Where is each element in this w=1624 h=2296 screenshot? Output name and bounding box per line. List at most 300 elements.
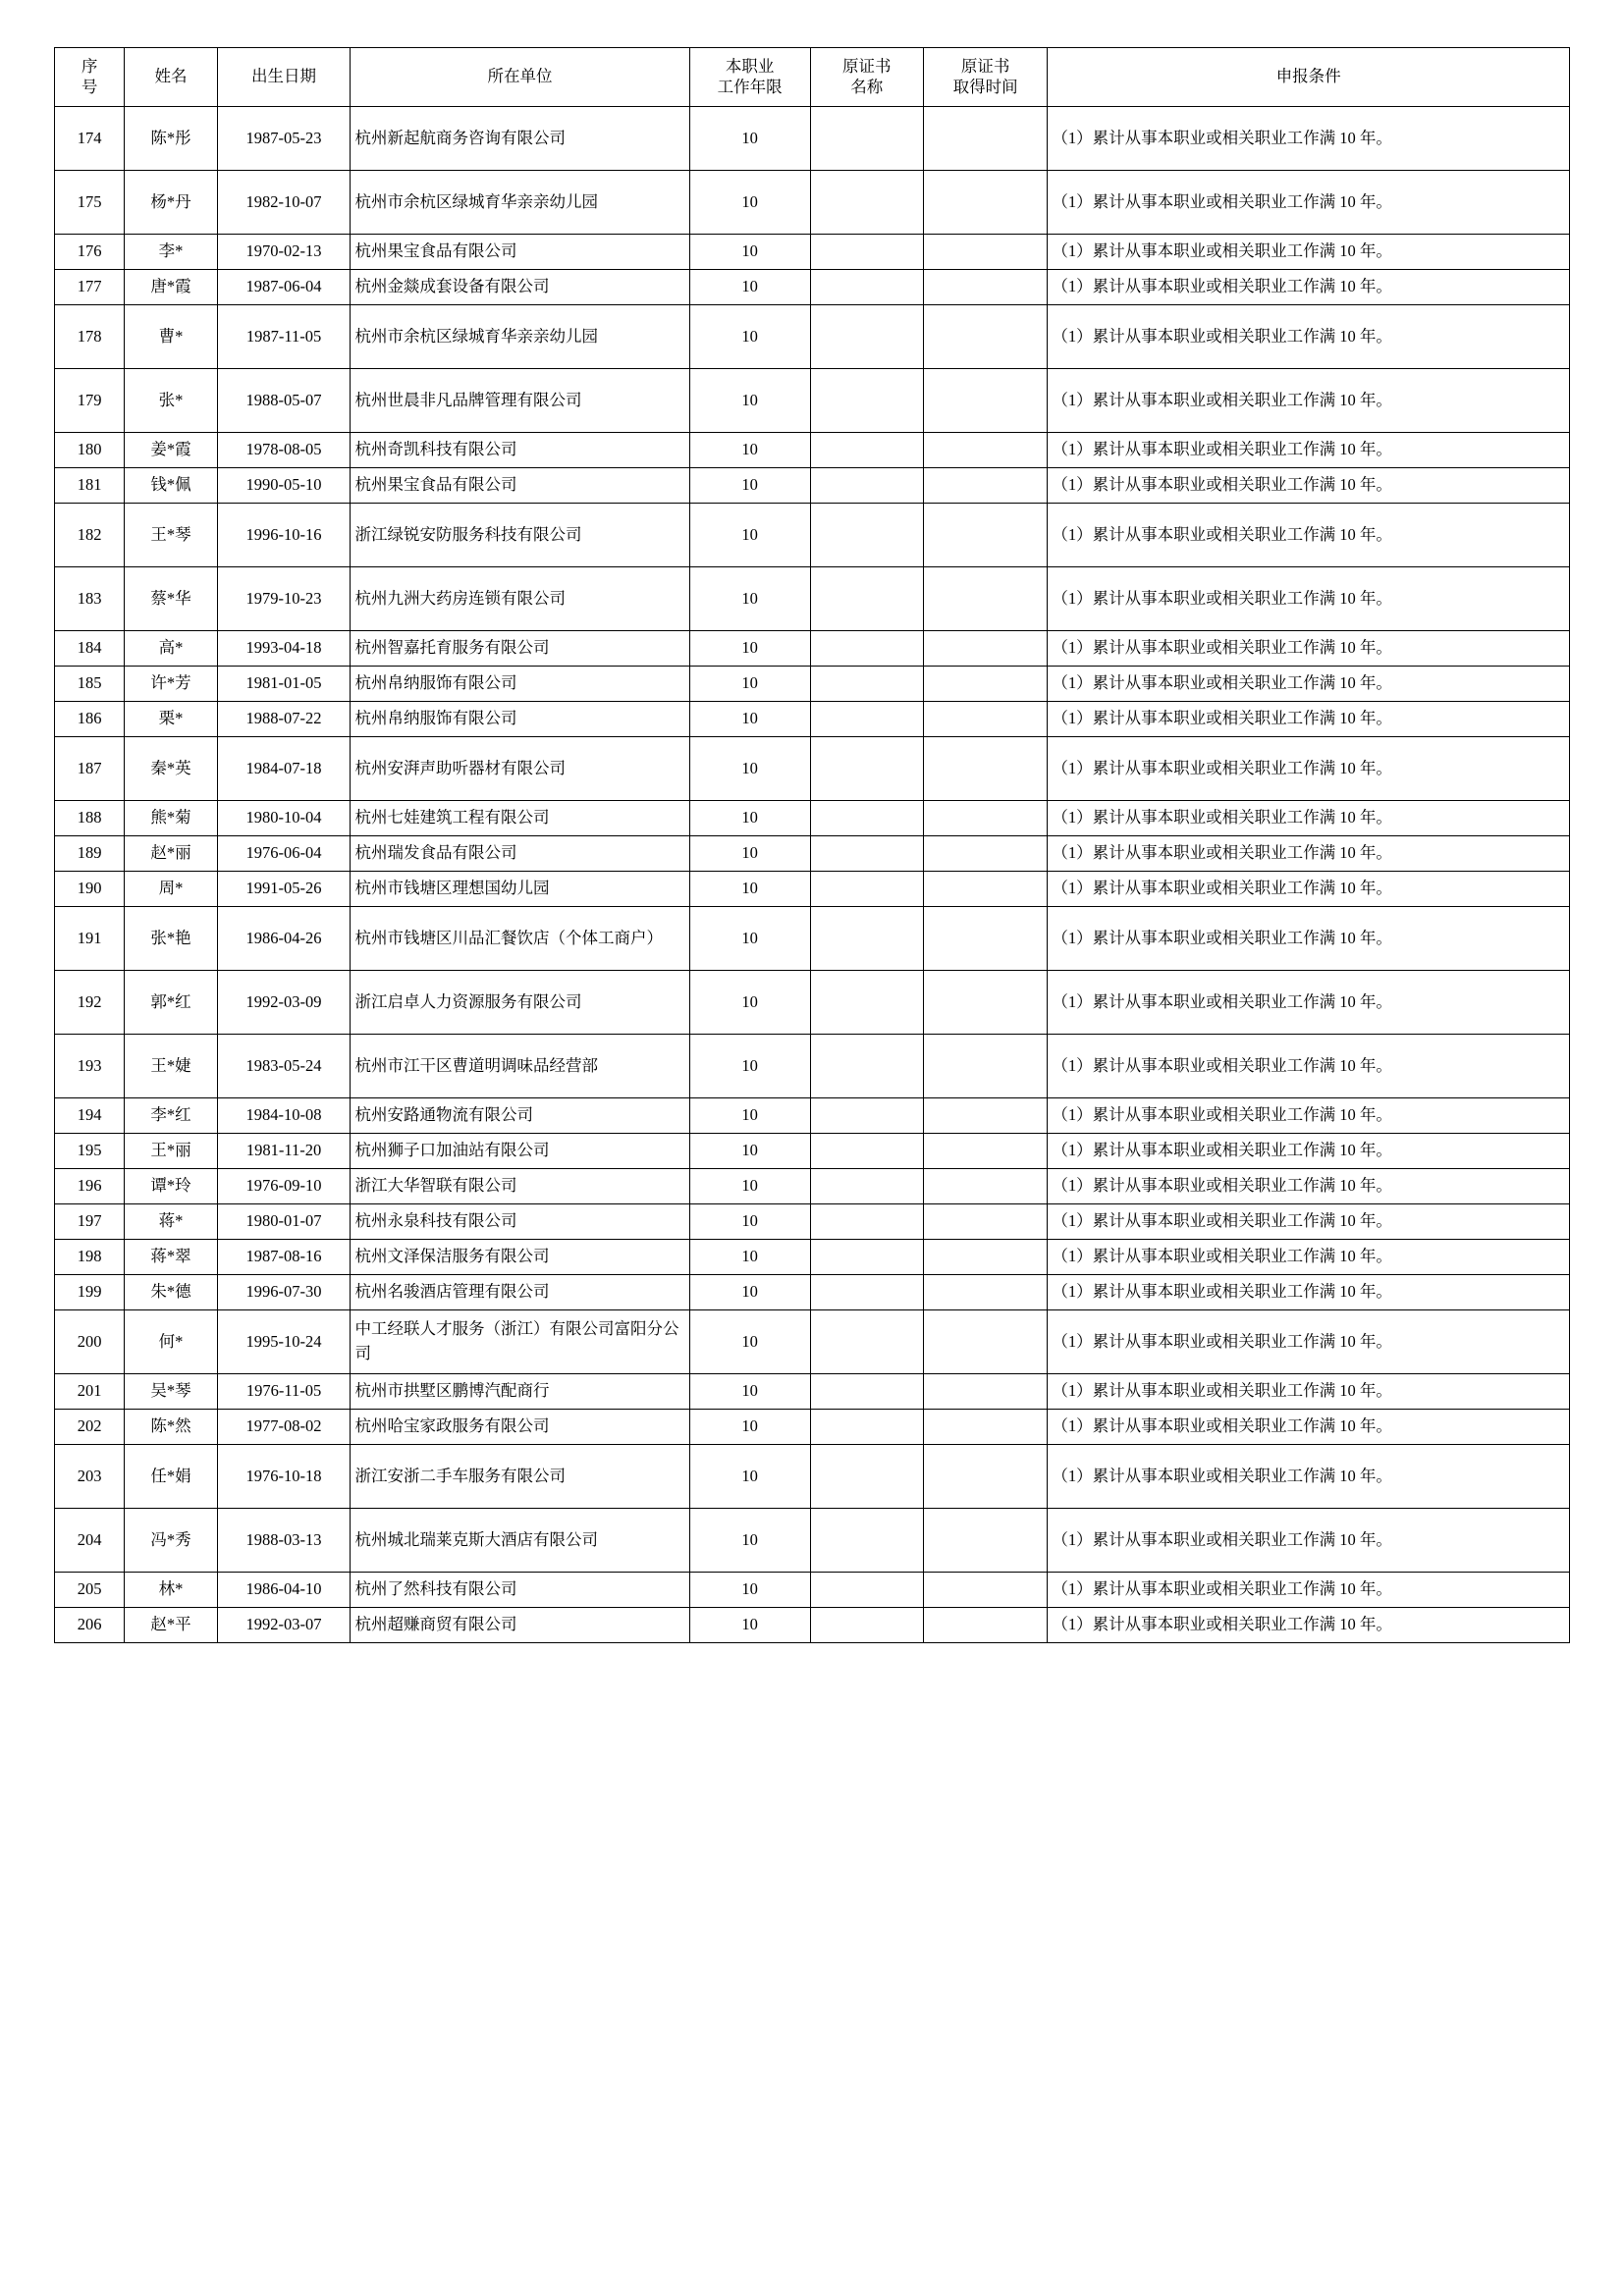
cell-condition: （1）累计从事本职业或相关职业工作满 10 年。 bbox=[1048, 666, 1570, 701]
cell-unit: 杭州安湃声助听器材有限公司 bbox=[351, 736, 689, 800]
cell-work-years: 10 bbox=[689, 1203, 810, 1239]
cell-seq: 178 bbox=[55, 304, 125, 368]
table-row bbox=[55, 1034, 1570, 1097]
cell-work-years: 10 bbox=[689, 1239, 810, 1274]
cell-birth-date: 1996-07-30 bbox=[217, 1274, 351, 1309]
cell-cert-date bbox=[923, 1572, 1048, 1607]
cell-seq: 176 bbox=[55, 234, 125, 269]
cell-birth-date: 1990-05-10 bbox=[217, 467, 351, 503]
table-row bbox=[55, 1239, 1570, 1274]
cell-work-years: 10 bbox=[689, 871, 810, 906]
cell-seq: 204 bbox=[55, 1508, 125, 1572]
cell-work-years: 10 bbox=[689, 800, 810, 835]
cell-name: 何* bbox=[125, 1309, 217, 1373]
cell-name: 赵*平 bbox=[125, 1607, 217, 1642]
cell-birth-date: 1987-05-23 bbox=[217, 106, 351, 170]
cell-name: 姜*霞 bbox=[125, 432, 217, 467]
cell-unit: 杭州帛纳服饰有限公司 bbox=[351, 701, 689, 736]
cell-work-years: 10 bbox=[689, 234, 810, 269]
cell-condition: （1）累计从事本职业或相关职业工作满 10 年。 bbox=[1048, 906, 1570, 970]
table-row bbox=[55, 1444, 1570, 1508]
cell-cert-date bbox=[923, 871, 1048, 906]
cell-unit: 杭州市余杭区绿城育华亲亲幼儿园 bbox=[351, 170, 689, 234]
cell-condition: （1）累计从事本职业或相关职业工作满 10 年。 bbox=[1048, 1444, 1570, 1508]
cell-cert-date bbox=[923, 1444, 1048, 1508]
cell-birth-date: 1993-04-18 bbox=[217, 630, 351, 666]
column-header-cert-date bbox=[923, 48, 1048, 107]
cell-condition: （1）累计从事本职业或相关职业工作满 10 年。 bbox=[1048, 1274, 1570, 1309]
cell-name: 唐*霞 bbox=[125, 269, 217, 304]
cell-birth-date: 1980-10-04 bbox=[217, 800, 351, 835]
cell-condition: （1）累计从事本职业或相关职业工作满 10 年。 bbox=[1048, 736, 1570, 800]
cell-work-years: 10 bbox=[689, 106, 810, 170]
cell-condition: （1）累计从事本职业或相关职业工作满 10 年。 bbox=[1048, 106, 1570, 170]
table-row bbox=[55, 630, 1570, 666]
cell-cert-date bbox=[923, 467, 1048, 503]
cell-birth-date: 1996-10-16 bbox=[217, 503, 351, 566]
cell-cert-name bbox=[810, 503, 923, 566]
cell-condition: （1）累计从事本职业或相关职业工作满 10 年。 bbox=[1048, 1239, 1570, 1274]
cell-unit: 杭州市江干区曹道明调味品经营部 bbox=[351, 1034, 689, 1097]
cell-name: 任*娟 bbox=[125, 1444, 217, 1508]
table-row bbox=[55, 467, 1570, 503]
cell-cert-date bbox=[923, 666, 1048, 701]
cell-seq: 202 bbox=[55, 1409, 125, 1444]
cell-unit: 杭州瑞发食品有限公司 bbox=[351, 835, 689, 871]
cell-birth-date: 1976-10-18 bbox=[217, 1444, 351, 1508]
cell-condition: （1）累计从事本职业或相关职业工作满 10 年。 bbox=[1048, 1133, 1570, 1168]
cell-cert-name bbox=[810, 1572, 923, 1607]
cell-cert-name bbox=[810, 835, 923, 871]
cell-cert-date bbox=[923, 503, 1048, 566]
cell-seq: 199 bbox=[55, 1274, 125, 1309]
cell-condition: （1）累计从事本职业或相关职业工作满 10 年。 bbox=[1048, 1168, 1570, 1203]
cell-seq: 193 bbox=[55, 1034, 125, 1097]
cell-condition: （1）累计从事本职业或相关职业工作满 10 年。 bbox=[1048, 304, 1570, 368]
cell-birth-date: 1995-10-24 bbox=[217, 1309, 351, 1373]
cell-work-years: 10 bbox=[689, 835, 810, 871]
cell-condition: （1）累计从事本职业或相关职业工作满 10 年。 bbox=[1048, 701, 1570, 736]
table-body bbox=[55, 106, 1570, 1642]
cell-unit: 杭州市钱塘区理想国幼儿园 bbox=[351, 871, 689, 906]
cell-work-years: 10 bbox=[689, 503, 810, 566]
cell-unit: 杭州七娃建筑工程有限公司 bbox=[351, 800, 689, 835]
column-header-work-years-line2: 工作年限 bbox=[717, 78, 783, 97]
cell-seq: 200 bbox=[55, 1309, 125, 1373]
table-row bbox=[55, 666, 1570, 701]
cell-seq: 182 bbox=[55, 503, 125, 566]
cell-birth-date: 1983-05-24 bbox=[217, 1034, 351, 1097]
cell-cert-date bbox=[923, 800, 1048, 835]
cell-seq: 203 bbox=[55, 1444, 125, 1508]
column-header-work-years-line1: 本职业 bbox=[725, 57, 775, 76]
cell-cert-date bbox=[923, 835, 1048, 871]
cell-unit: 杭州永泉科技有限公司 bbox=[351, 1203, 689, 1239]
cell-seq: 179 bbox=[55, 368, 125, 432]
cell-cert-name bbox=[810, 304, 923, 368]
cell-cert-date bbox=[923, 1309, 1048, 1373]
cell-seq: 205 bbox=[55, 1572, 125, 1607]
cell-cert-date bbox=[923, 1274, 1048, 1309]
cell-cert-date bbox=[923, 970, 1048, 1034]
cell-unit: 杭州市钱塘区川品汇餐饮店（个体工商户） bbox=[351, 906, 689, 970]
table-row bbox=[55, 835, 1570, 871]
cell-seq: 174 bbox=[55, 106, 125, 170]
cell-cert-name bbox=[810, 1409, 923, 1444]
cell-birth-date: 1984-07-18 bbox=[217, 736, 351, 800]
cell-birth-date: 1992-03-07 bbox=[217, 1607, 351, 1642]
cell-work-years: 10 bbox=[689, 269, 810, 304]
cell-name: 吴*琴 bbox=[125, 1373, 217, 1409]
cell-seq: 197 bbox=[55, 1203, 125, 1239]
cell-cert-date bbox=[923, 106, 1048, 170]
column-header-cert-name-line1: 原证书 bbox=[842, 57, 892, 76]
table-row bbox=[55, 304, 1570, 368]
column-header-work-years bbox=[689, 48, 810, 107]
cell-condition: （1）累计从事本职业或相关职业工作满 10 年。 bbox=[1048, 269, 1570, 304]
cell-cert-date bbox=[923, 1508, 1048, 1572]
cell-cert-date bbox=[923, 566, 1048, 630]
cell-work-years: 10 bbox=[689, 736, 810, 800]
column-header-cert-date-line2: 取得时间 bbox=[952, 78, 1018, 97]
cell-condition: （1）累计从事本职业或相关职业工作满 10 年。 bbox=[1048, 467, 1570, 503]
cell-seq: 194 bbox=[55, 1097, 125, 1133]
cell-birth-date: 1980-01-07 bbox=[217, 1203, 351, 1239]
cell-cert-name bbox=[810, 566, 923, 630]
cell-name: 蔡*华 bbox=[125, 566, 217, 630]
cell-seq: 187 bbox=[55, 736, 125, 800]
cell-cert-name bbox=[810, 630, 923, 666]
cell-cert-name bbox=[810, 666, 923, 701]
cell-work-years: 10 bbox=[689, 467, 810, 503]
cell-birth-date: 1977-08-02 bbox=[217, 1409, 351, 1444]
cell-seq: 190 bbox=[55, 871, 125, 906]
table-row bbox=[55, 1133, 1570, 1168]
cell-birth-date: 1988-07-22 bbox=[217, 701, 351, 736]
cell-condition: （1）累计从事本职业或相关职业工作满 10 年。 bbox=[1048, 1203, 1570, 1239]
cell-cert-name bbox=[810, 1444, 923, 1508]
cell-unit: 浙江安浙二手车服务有限公司 bbox=[351, 1444, 689, 1508]
cell-cert-name bbox=[810, 1133, 923, 1168]
cell-condition: （1）累计从事本职业或相关职业工作满 10 年。 bbox=[1048, 1508, 1570, 1572]
table-row bbox=[55, 970, 1570, 1034]
cell-seq: 180 bbox=[55, 432, 125, 467]
table-row bbox=[55, 871, 1570, 906]
cell-cert-date bbox=[923, 1203, 1048, 1239]
cell-cert-name bbox=[810, 1309, 923, 1373]
cell-condition: （1）累计从事本职业或相关职业工作满 10 年。 bbox=[1048, 234, 1570, 269]
cell-birth-date: 1988-05-07 bbox=[217, 368, 351, 432]
cell-name: 陈*然 bbox=[125, 1409, 217, 1444]
table-row bbox=[55, 368, 1570, 432]
cell-work-years: 10 bbox=[689, 630, 810, 666]
table-row bbox=[55, 566, 1570, 630]
table-row bbox=[55, 1097, 1570, 1133]
cell-unit: 杭州金燚成套设备有限公司 bbox=[351, 269, 689, 304]
cell-cert-date bbox=[923, 1409, 1048, 1444]
cell-seq: 201 bbox=[55, 1373, 125, 1409]
cell-condition: （1）累计从事本职业或相关职业工作满 10 年。 bbox=[1048, 630, 1570, 666]
cell-cert-date bbox=[923, 269, 1048, 304]
cell-condition: （1）累计从事本职业或相关职业工作满 10 年。 bbox=[1048, 800, 1570, 835]
cell-name: 杨*丹 bbox=[125, 170, 217, 234]
cell-birth-date: 1979-10-23 bbox=[217, 566, 351, 630]
cell-name: 熊*菊 bbox=[125, 800, 217, 835]
cell-name: 张*艳 bbox=[125, 906, 217, 970]
cell-name: 王*婕 bbox=[125, 1034, 217, 1097]
cell-cert-date bbox=[923, 432, 1048, 467]
cell-condition: （1）累计从事本职业或相关职业工作满 10 年。 bbox=[1048, 871, 1570, 906]
column-header-seq-line2: 号 bbox=[81, 78, 98, 97]
column-header-birth: 出生日期 bbox=[217, 48, 351, 107]
cell-cert-name bbox=[810, 467, 923, 503]
cell-cert-date bbox=[923, 1239, 1048, 1274]
column-header-condition: 申报条件 bbox=[1048, 48, 1570, 107]
cell-birth-date: 1982-10-07 bbox=[217, 170, 351, 234]
cell-seq: 188 bbox=[55, 800, 125, 835]
cell-unit: 杭州市余杭区绿城育华亲亲幼儿园 bbox=[351, 304, 689, 368]
table-row bbox=[55, 1373, 1570, 1409]
cell-unit: 杭州超赚商贸有限公司 bbox=[351, 1607, 689, 1642]
cell-work-years: 10 bbox=[689, 1133, 810, 1168]
table-row bbox=[55, 106, 1570, 170]
header-row bbox=[55, 48, 1570, 107]
cell-unit: 杭州九洲大药房连锁有限公司 bbox=[351, 566, 689, 630]
table-row bbox=[55, 269, 1570, 304]
column-header-cert-name bbox=[810, 48, 923, 107]
cell-work-years: 10 bbox=[689, 1274, 810, 1309]
cell-condition: （1）累计从事本职业或相关职业工作满 10 年。 bbox=[1048, 432, 1570, 467]
table-row bbox=[55, 234, 1570, 269]
table-row bbox=[55, 503, 1570, 566]
table-header bbox=[55, 48, 1570, 107]
cell-seq: 196 bbox=[55, 1168, 125, 1203]
cell-work-years: 10 bbox=[689, 1444, 810, 1508]
cell-work-years: 10 bbox=[689, 1309, 810, 1373]
table-row bbox=[55, 1309, 1570, 1373]
cell-work-years: 10 bbox=[689, 1409, 810, 1444]
cell-cert-date bbox=[923, 304, 1048, 368]
cell-work-years: 10 bbox=[689, 1168, 810, 1203]
cell-cert-date bbox=[923, 1168, 1048, 1203]
cell-birth-date: 1981-01-05 bbox=[217, 666, 351, 701]
cell-unit: 浙江大华智联有限公司 bbox=[351, 1168, 689, 1203]
cell-name: 陈*彤 bbox=[125, 106, 217, 170]
cell-cert-name bbox=[810, 1203, 923, 1239]
cell-birth-date: 1976-11-05 bbox=[217, 1373, 351, 1409]
cell-cert-name bbox=[810, 432, 923, 467]
cell-seq: 184 bbox=[55, 630, 125, 666]
cell-work-years: 10 bbox=[689, 701, 810, 736]
cell-name: 王*丽 bbox=[125, 1133, 217, 1168]
cell-unit: 杭州哈宝家政服务有限公司 bbox=[351, 1409, 689, 1444]
cell-seq: 175 bbox=[55, 170, 125, 234]
cell-seq: 183 bbox=[55, 566, 125, 630]
cell-work-years: 10 bbox=[689, 1097, 810, 1133]
cell-unit: 杭州市拱墅区鹏博汽配商行 bbox=[351, 1373, 689, 1409]
cell-birth-date: 1991-05-26 bbox=[217, 871, 351, 906]
cell-seq: 191 bbox=[55, 906, 125, 970]
cell-cert-name bbox=[810, 1373, 923, 1409]
cell-birth-date: 1976-09-10 bbox=[217, 1168, 351, 1203]
cell-name: 郭*红 bbox=[125, 970, 217, 1034]
table-row bbox=[55, 1409, 1570, 1444]
cell-name: 朱*德 bbox=[125, 1274, 217, 1309]
cell-work-years: 10 bbox=[689, 970, 810, 1034]
cell-seq: 186 bbox=[55, 701, 125, 736]
cell-cert-date bbox=[923, 1607, 1048, 1642]
cell-cert-name bbox=[810, 1034, 923, 1097]
cell-cert-name bbox=[810, 1274, 923, 1309]
table-row bbox=[55, 1607, 1570, 1642]
cell-name: 李*红 bbox=[125, 1097, 217, 1133]
cell-unit: 杭州智嘉托育服务有限公司 bbox=[351, 630, 689, 666]
cell-condition: （1）累计从事本职业或相关职业工作满 10 年。 bbox=[1048, 368, 1570, 432]
cell-unit: 杭州奇凯科技有限公司 bbox=[351, 432, 689, 467]
cell-unit: 杭州狮子口加油站有限公司 bbox=[351, 1133, 689, 1168]
cell-unit: 浙江绿锐安防服务科技有限公司 bbox=[351, 503, 689, 566]
cell-cert-name bbox=[810, 1097, 923, 1133]
cell-work-years: 10 bbox=[689, 566, 810, 630]
cell-birth-date: 1981-11-20 bbox=[217, 1133, 351, 1168]
cell-cert-date bbox=[923, 906, 1048, 970]
cell-cert-date bbox=[923, 701, 1048, 736]
table-row bbox=[55, 432, 1570, 467]
cell-cert-name bbox=[810, 800, 923, 835]
cell-cert-date bbox=[923, 1097, 1048, 1133]
cell-cert-name bbox=[810, 1239, 923, 1274]
cell-condition: （1）累计从事本职业或相关职业工作满 10 年。 bbox=[1048, 170, 1570, 234]
cell-cert-name bbox=[810, 234, 923, 269]
cell-work-years: 10 bbox=[689, 170, 810, 234]
cell-seq: 198 bbox=[55, 1239, 125, 1274]
cell-condition: （1）累计从事本职业或相关职业工作满 10 年。 bbox=[1048, 1409, 1570, 1444]
cell-cert-name bbox=[810, 1607, 923, 1642]
cell-unit: 杭州世晨非凡品牌管理有限公司 bbox=[351, 368, 689, 432]
cell-unit: 杭州果宝食品有限公司 bbox=[351, 467, 689, 503]
cell-cert-date bbox=[923, 630, 1048, 666]
cell-name: 赵*丽 bbox=[125, 835, 217, 871]
column-header-seq-line1: 序 bbox=[81, 57, 98, 76]
table-row bbox=[55, 1274, 1570, 1309]
cell-birth-date: 1976-06-04 bbox=[217, 835, 351, 871]
table-row bbox=[55, 800, 1570, 835]
cell-work-years: 10 bbox=[689, 304, 810, 368]
cell-condition: （1）累计从事本职业或相关职业工作满 10 年。 bbox=[1048, 1572, 1570, 1607]
cell-cert-date bbox=[923, 736, 1048, 800]
cell-unit: 杭州安路通物流有限公司 bbox=[351, 1097, 689, 1133]
cell-birth-date: 1987-11-05 bbox=[217, 304, 351, 368]
cell-seq: 206 bbox=[55, 1607, 125, 1642]
table-row bbox=[55, 701, 1570, 736]
cell-name: 王*琴 bbox=[125, 503, 217, 566]
cell-work-years: 10 bbox=[689, 1034, 810, 1097]
cell-cert-name bbox=[810, 970, 923, 1034]
cell-unit: 中工经联人才服务（浙江）有限公司富阳分公司 bbox=[351, 1309, 689, 1373]
cell-cert-date bbox=[923, 1373, 1048, 1409]
cell-cert-name bbox=[810, 701, 923, 736]
cell-unit: 杭州帛纳服饰有限公司 bbox=[351, 666, 689, 701]
table-row bbox=[55, 1203, 1570, 1239]
cell-cert-name bbox=[810, 1168, 923, 1203]
cell-work-years: 10 bbox=[689, 1572, 810, 1607]
cell-work-years: 10 bbox=[689, 1607, 810, 1642]
cell-birth-date: 1978-08-05 bbox=[217, 432, 351, 467]
cell-cert-date bbox=[923, 1034, 1048, 1097]
cell-seq: 189 bbox=[55, 835, 125, 871]
cell-birth-date: 1970-02-13 bbox=[217, 234, 351, 269]
cell-name: 冯*秀 bbox=[125, 1508, 217, 1572]
table-row bbox=[55, 1168, 1570, 1203]
column-header-cert-date-line1: 原证书 bbox=[960, 57, 1010, 76]
table-row bbox=[55, 1572, 1570, 1607]
table-row bbox=[55, 1508, 1570, 1572]
table-row bbox=[55, 170, 1570, 234]
cell-seq: 195 bbox=[55, 1133, 125, 1168]
cell-unit: 杭州城北瑞莱克斯大酒店有限公司 bbox=[351, 1508, 689, 1572]
cell-condition: （1）累计从事本职业或相关职业工作满 10 年。 bbox=[1048, 566, 1570, 630]
cell-birth-date: 1987-06-04 bbox=[217, 269, 351, 304]
column-header-seq bbox=[55, 48, 125, 107]
cell-seq: 192 bbox=[55, 970, 125, 1034]
applicant-table bbox=[54, 47, 1570, 1643]
cell-cert-name bbox=[810, 106, 923, 170]
cell-birth-date: 1988-03-13 bbox=[217, 1508, 351, 1572]
cell-unit: 杭州了然科技有限公司 bbox=[351, 1572, 689, 1607]
cell-name: 许*芳 bbox=[125, 666, 217, 701]
cell-cert-name bbox=[810, 871, 923, 906]
cell-cert-name bbox=[810, 1508, 923, 1572]
table-row bbox=[55, 736, 1570, 800]
cell-name: 张* bbox=[125, 368, 217, 432]
cell-name: 蒋*翠 bbox=[125, 1239, 217, 1274]
cell-cert-date bbox=[923, 170, 1048, 234]
cell-birth-date: 1986-04-26 bbox=[217, 906, 351, 970]
cell-cert-name bbox=[810, 269, 923, 304]
cell-name: 蒋* bbox=[125, 1203, 217, 1239]
cell-birth-date: 1984-10-08 bbox=[217, 1097, 351, 1133]
cell-unit: 杭州果宝食品有限公司 bbox=[351, 234, 689, 269]
cell-name: 秦*英 bbox=[125, 736, 217, 800]
cell-condition: （1）累计从事本职业或相关职业工作满 10 年。 bbox=[1048, 1097, 1570, 1133]
cell-cert-date bbox=[923, 368, 1048, 432]
cell-unit: 浙江启卓人力资源服务有限公司 bbox=[351, 970, 689, 1034]
cell-work-years: 10 bbox=[689, 1508, 810, 1572]
cell-name: 栗* bbox=[125, 701, 217, 736]
cell-seq: 185 bbox=[55, 666, 125, 701]
cell-cert-name bbox=[810, 736, 923, 800]
cell-cert-name bbox=[810, 170, 923, 234]
cell-seq: 181 bbox=[55, 467, 125, 503]
cell-name: 谭*玲 bbox=[125, 1168, 217, 1203]
cell-work-years: 10 bbox=[689, 906, 810, 970]
cell-name: 钱*佩 bbox=[125, 467, 217, 503]
cell-condition: （1）累计从事本职业或相关职业工作满 10 年。 bbox=[1048, 970, 1570, 1034]
cell-cert-name bbox=[810, 368, 923, 432]
cell-unit: 杭州新起航商务咨询有限公司 bbox=[351, 106, 689, 170]
cell-condition: （1）累计从事本职业或相关职业工作满 10 年。 bbox=[1048, 1034, 1570, 1097]
cell-cert-name bbox=[810, 906, 923, 970]
cell-condition: （1）累计从事本职业或相关职业工作满 10 年。 bbox=[1048, 835, 1570, 871]
column-header-cert-name-line2: 名称 bbox=[850, 78, 884, 97]
cell-condition: （1）累计从事本职业或相关职业工作满 10 年。 bbox=[1048, 1607, 1570, 1642]
cell-work-years: 10 bbox=[689, 666, 810, 701]
cell-unit: 杭州文泽保洁服务有限公司 bbox=[351, 1239, 689, 1274]
cell-condition: （1）累计从事本职业或相关职业工作满 10 年。 bbox=[1048, 1373, 1570, 1409]
table-row bbox=[55, 906, 1570, 970]
cell-work-years: 10 bbox=[689, 432, 810, 467]
column-header-unit: 所在单位 bbox=[351, 48, 689, 107]
